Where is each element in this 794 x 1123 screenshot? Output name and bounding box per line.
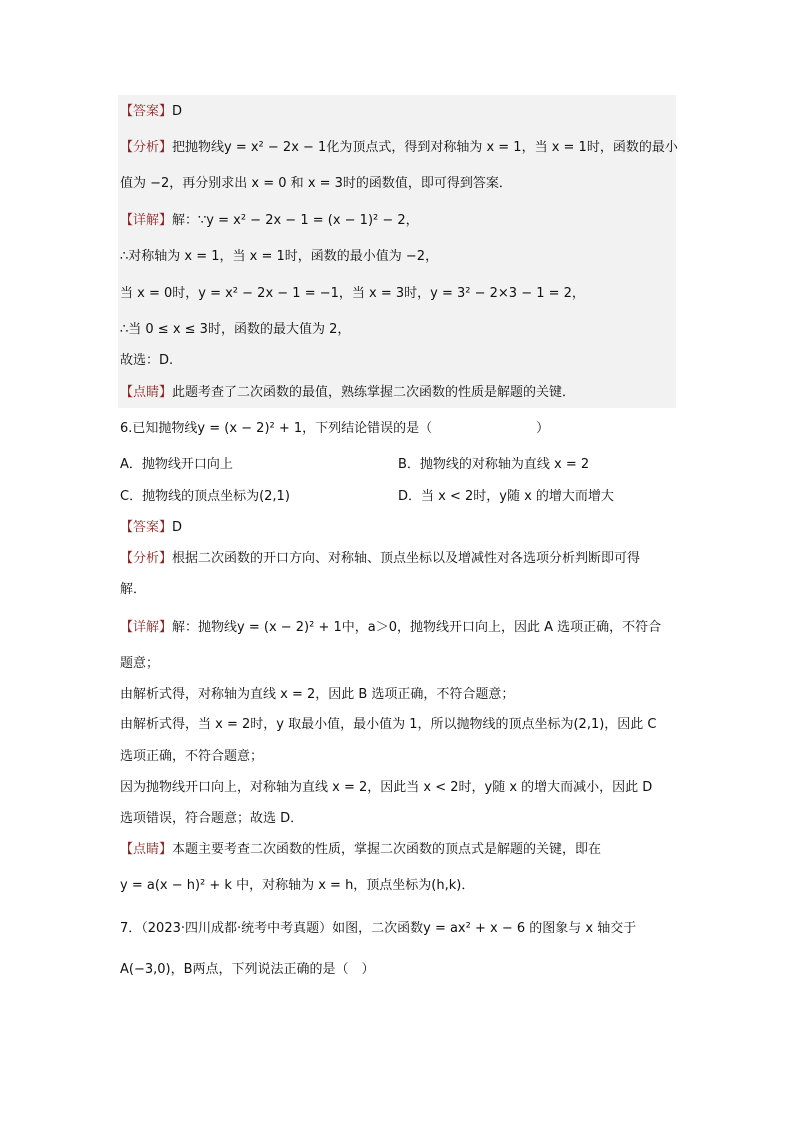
q6-analysis-tag: 【分析】 xyxy=(120,551,173,566)
q6-detail-line-7: 选项错误，符合题意；故选 D． xyxy=(120,811,304,826)
detail-line-2: ∴对称轴为 x = 1，当 x = 1时，函数的最小值为 −2， xyxy=(120,249,439,264)
q6-answer-value: D xyxy=(172,520,183,535)
q6-comment-line-2: y = a(x − h)² + k 中，对称轴为 x = h，顶点坐标为(h,k)． xyxy=(120,878,475,893)
q6-option-d: D．当 x < 2时，y随 x 的增大而增大 xyxy=(398,489,614,504)
q6-comment-tag: 【点睛】 xyxy=(120,842,173,857)
q6-analysis-line-2: 解． xyxy=(120,582,147,597)
analysis-text-1: 把抛物线y = x² − 2x − 1化为顶点式，得到对称轴为 x = 1，当 x = 1时，函数的最小 xyxy=(172,140,678,155)
q6-detail-text-1: 解：抛物线y = (x − 2)² + 1中，a＞0，抛物线开口向上，因此 A 选项正确，不符合 xyxy=(172,620,662,635)
q6-option-b: B．抛物线的对称轴为直线 x = 2 xyxy=(398,457,590,472)
detail-line-5: 故选：D. xyxy=(120,353,174,368)
q6-option-a: A．抛物线开口向上 xyxy=(120,457,233,472)
q7-stem-line-1: 7．（2023·四川成都·统考中考真题）如图，二次函数y = ax² + x − 6 的图象与 x 轴交于 xyxy=(120,921,637,936)
detail-line-3: 当 x = 0时，y = x² − 2x − 1 = −1，当 x = 3时，y = 3² − 2×3 − 1 = 2， xyxy=(120,286,585,301)
comment-text: 此题考查了二次函数的最值，熟练掌握二次函数的性质是解题的关键． xyxy=(172,385,576,400)
q6-option-c: C．抛物线的顶点坐标为(2,1) xyxy=(120,489,290,504)
q6-analysis-text-1: 根据二次函数的开口方向、对称轴、顶点坐标以及增减性对各选项分析判断即可得 xyxy=(172,551,641,566)
q6-detail-tag: 【详解】 xyxy=(120,620,173,635)
q6-detail-line-1 xyxy=(120,619,661,637)
q6-stem: 6.已知抛物线y = (x − 2)² + 1，下列结论错误的是（ ） xyxy=(120,421,550,436)
detail-text-1: 解：∵y = x² − 2x − 1 = (x − 1)² − 2， xyxy=(172,213,419,228)
detail-line-1 xyxy=(120,212,419,230)
analysis-tag: 【分析】 xyxy=(120,140,173,155)
q6-detail-line-2: 题意； xyxy=(120,656,160,671)
answer-line xyxy=(120,103,182,121)
q6-detail-line-6: 因为抛物线开口向上，对称轴为直线 x = 2，因此当 x < 2时，y随 x 的增大而减小，因此 D xyxy=(120,780,653,795)
analysis-line-1 xyxy=(120,139,678,157)
q7-stem-line-2: A(−3,0)，B两点，下列说法正确的是（ ） xyxy=(120,962,375,977)
q6-detail-line-4: 由解析式得，当 x = 2时，y 取最小值，最小值为 1，所以抛物线的顶点坐标为(2,1)，因此 C xyxy=(120,717,657,732)
q6-detail-line-3: 由解析式得，对称轴为直线 x = 2，因此 B 选项正确，不符合题意； xyxy=(120,687,515,702)
comment-tag: 【点睛】 xyxy=(120,385,173,400)
q6-comment-line-1 xyxy=(120,841,601,859)
q6-detail-line-5: 选项正确，不符合题意； xyxy=(120,749,264,764)
q6-comment-text-1: 本题主要考查二次函数的性质，掌握二次函数的顶点式是解题的关键，即在 xyxy=(172,842,602,857)
comment-line xyxy=(120,384,575,402)
detail-line-4: ∴当 0 ≤ x ≤ 3时，函数的最大值为 2， xyxy=(120,322,351,337)
q6-analysis-line-1 xyxy=(120,550,640,568)
answer-tag: 【答案】 xyxy=(120,104,173,119)
detail-tag: 【详解】 xyxy=(120,213,173,228)
answer-value: D xyxy=(172,104,183,119)
analysis-line-2: 值为 −2，再分别求出 x = 0 和 x = 3时的函数值，即可得到答案． xyxy=(120,176,512,191)
q6-answer-line xyxy=(120,519,182,537)
q6-answer-tag: 【答案】 xyxy=(120,520,173,535)
